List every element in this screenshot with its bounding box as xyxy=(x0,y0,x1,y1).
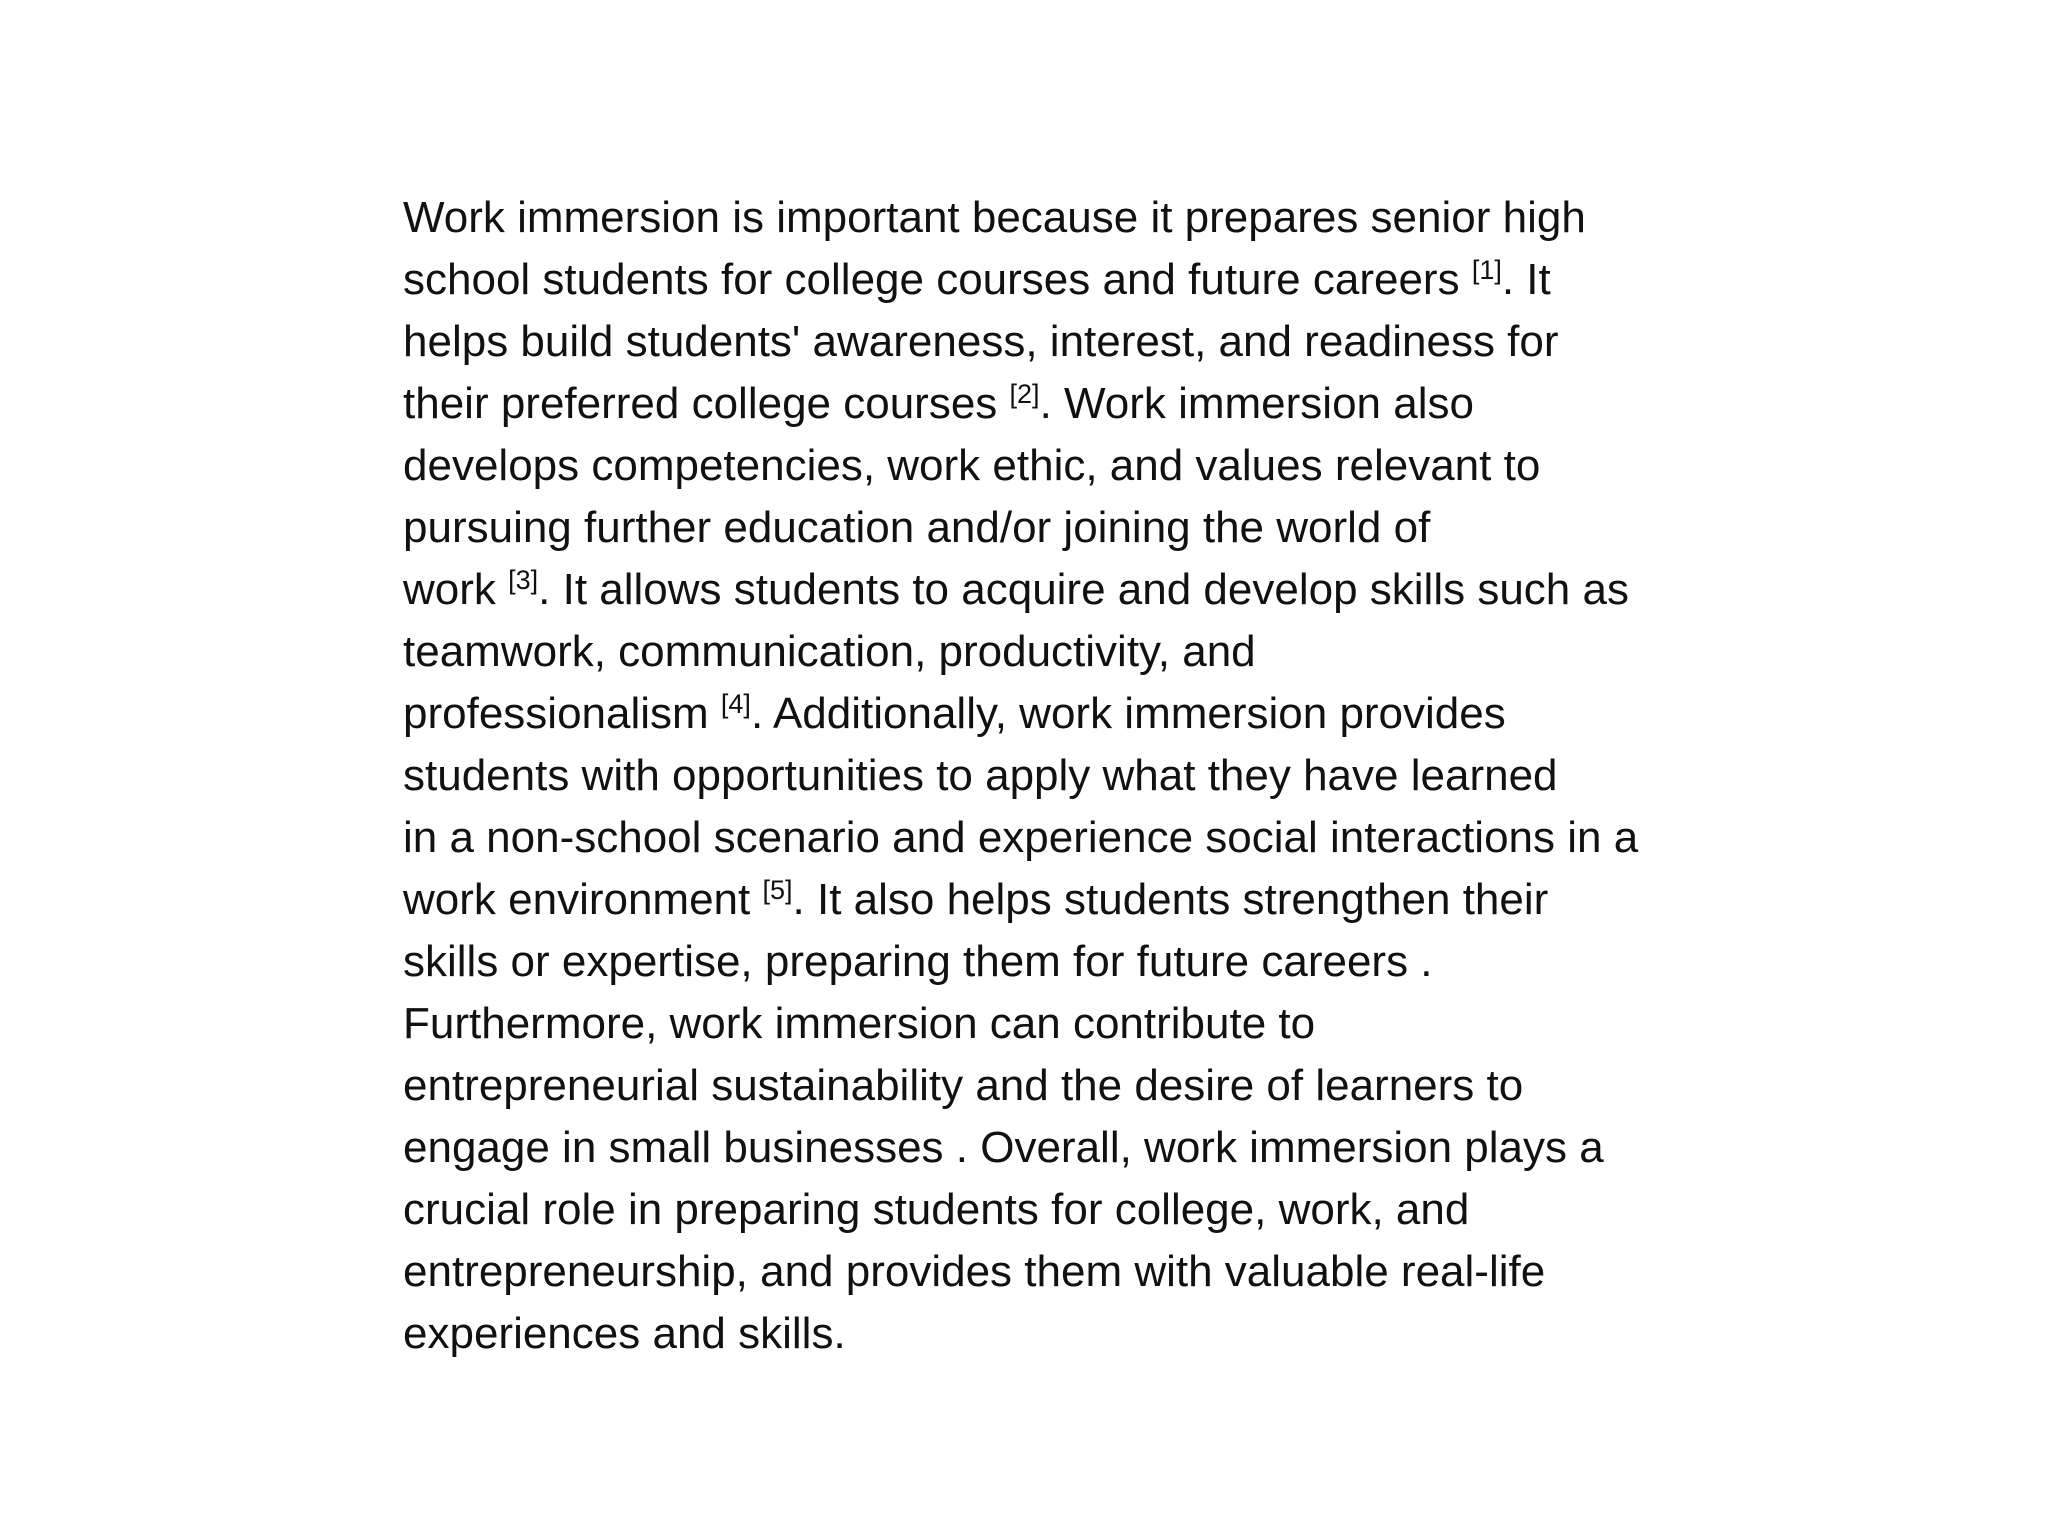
paragraph-line xyxy=(403,683,1733,745)
work-immersion-paragraph xyxy=(403,187,1733,1365)
paragraph-line: skills or expertise, preparing them for future careers . xyxy=(403,937,1433,986)
paragraph-line: develops competencies, work ethic, and values relevant to xyxy=(403,441,1541,490)
paragraph-line: students with opportunities to apply what they have learned xyxy=(403,751,1558,800)
paragraph-line: helps build students' awareness, interest, and readiness for xyxy=(403,317,1559,366)
paragraph-line: crucial role in preparing students for college, work, and xyxy=(403,1185,1470,1234)
line-text: work environment xyxy=(403,875,763,924)
citation-reference: [3] xyxy=(508,565,539,595)
line-text: . It also helps students strengthen their xyxy=(792,875,1549,924)
citation-reference: [2] xyxy=(1009,379,1040,409)
paragraph-line: Work immersion is important because it prepares senior high xyxy=(403,193,1586,242)
citation-reference: [1] xyxy=(1471,255,1502,285)
paragraph-line: experiences and skills. xyxy=(403,1309,846,1358)
line-text: . Work immersion also xyxy=(1039,379,1474,428)
paragraph-line: entrepreneurial sustainability and the desire of learners to xyxy=(403,1061,1524,1110)
line-text: . Additionally, work immersion provides xyxy=(750,689,1506,738)
line-text: school students for college courses and future careers xyxy=(403,255,1472,304)
paragraph-line xyxy=(403,373,1733,435)
paragraph-line: Furthermore, work immersion can contribute to xyxy=(403,999,1316,1048)
line-text: . It allows students to acquire and develop skills such as xyxy=(538,565,1629,614)
citation-reference: [5] xyxy=(762,875,793,905)
line-text: work xyxy=(403,565,509,614)
paragraph-line: in a non-school scenario and experience social interactions in a xyxy=(403,813,1639,862)
line-text: professionalism xyxy=(403,689,721,738)
line-text: their preferred college courses xyxy=(403,379,1010,428)
paragraph-line: pursuing further education and/or joining the world of xyxy=(403,503,1431,552)
paragraph-line xyxy=(403,249,1733,311)
paragraph-line xyxy=(403,869,1733,931)
citation-reference: [4] xyxy=(720,689,751,719)
paragraph-line: engage in small businesses . Overall, work immersion plays a xyxy=(403,1123,1604,1172)
paragraph-line: entrepreneurship, and provides them with valuable real-life xyxy=(403,1247,1546,1296)
line-text: . It xyxy=(1501,255,1551,304)
paragraph-line: teamwork, communication, productivity, and xyxy=(403,627,1256,676)
paragraph-line xyxy=(403,559,1733,621)
